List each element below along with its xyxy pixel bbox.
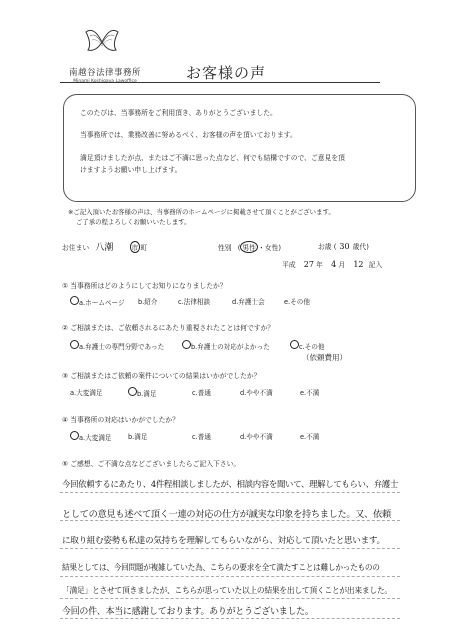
q3-option-neutral: c.普通 (192, 389, 211, 397)
intro-paragraph-3a: 満足頂けましたが点、またはご不満に思った点など、何でも結構ですので、ご意見を頂 (80, 154, 345, 162)
comment-rule (60, 492, 400, 493)
question-2: ② ご相談または、ご依頼されるにあたり重視されたことは何ですか？ (62, 324, 275, 332)
date-day: 12 (353, 260, 364, 269)
q2-selected-mark-c (290, 340, 299, 349)
q3-selected-mark (128, 387, 137, 396)
intro-paragraph-3b: けますようお願い申し上げます。 (80, 166, 182, 174)
comment-rule (60, 598, 400, 599)
question-1: ① 当事務所はどのようにしてお知りになりましたか？ (62, 282, 227, 290)
q2-selected-mark-a (70, 340, 79, 349)
q1-selected-mark (70, 296, 79, 305)
sex-label: 性別 (218, 244, 232, 252)
sex-field: 性別 ( 男性 ・女性) (218, 241, 281, 253)
q1-option-homepage: a.ホームページ (70, 296, 125, 307)
date-year: 27 (303, 260, 314, 269)
comment-rule (60, 520, 400, 521)
q1-option-consultation: c.法律相談 (178, 298, 211, 306)
age-value: 30 (339, 242, 350, 251)
date-field (282, 259, 382, 269)
comment-line-3: に取り組む姿勢も私達の気持ちを理解してもらいながら、対応して頂いたと思います。 (62, 536, 385, 546)
q3-option-dissatisfied: e.不満 (300, 389, 320, 397)
comment-rule (60, 576, 400, 577)
question-4: ④ 当事務所の対応はいかがでしたか？ (62, 416, 180, 424)
sex-male-option: 男性 (240, 241, 258, 253)
age-label: お歳 (318, 243, 332, 251)
address-unit-town: 町 (140, 244, 148, 252)
q1-option-referral: b.紹介 (138, 298, 158, 306)
comment-line-4: 結果としては、今回問題が複雑していた為、こちらの要求を全て満たすことは難しかったものの (62, 563, 380, 572)
date-month: 4 (331, 260, 337, 269)
comment-line-5: 「満足」とさせて頂きましたが、こちらが思っていた以上の結果を出して頂くことが出来ました。 (62, 586, 392, 595)
q3-option-satisfied: b.満足 (128, 387, 156, 398)
comment-line-2: としての意見も述べて頂く一連の対応の仕方が誠実な印象を持ちました。又、依頼 (62, 509, 391, 520)
address-unit-city: 市 (130, 241, 141, 253)
publication-notice (68, 207, 335, 227)
page-title: お客様の声 (186, 64, 267, 82)
q3-option-somewhat-dissatisfied: d.やや不満 (240, 389, 273, 397)
date-month-unit: 月 (338, 261, 346, 269)
firm-logo-icon (82, 22, 122, 60)
firm-roman-name: Minami Koshigaya Lawoffice (73, 79, 137, 84)
question-5: ⑤ ご感想、ご不満な点などございましたらご記入下さい。 (62, 460, 241, 468)
firm-name: 南越谷法律事務所 (68, 68, 141, 78)
address-field (62, 240, 147, 253)
intro-paragraph-1: このたびは、当事務所をご利用頂き、ありがとうございました。 (80, 109, 277, 117)
age-unit: 歳代 (352, 243, 367, 251)
question-3: ③ ご相談またはご依頼の案件についての結果はいかがでしたか？ (62, 372, 261, 380)
q4-option-dissatisfied: e.不満 (300, 433, 320, 441)
q4-option-neutral: c.普通 (192, 433, 211, 441)
comment-rule (60, 618, 400, 619)
age-field: お歳 ( 30 歳代) (318, 242, 369, 251)
intro-paragraph-2: 当事務所では、業務改善に努めるべく、お客様の声を頂いております。 (80, 131, 297, 139)
q1-option-other: e.その他 (284, 298, 310, 306)
q4-option-very-satisfied: a.大変満足 (70, 431, 112, 442)
date-suffix: 記入 (368, 261, 383, 269)
q2-option-other: c.その他 (290, 340, 325, 351)
intro-box (63, 94, 416, 202)
q4-option-somewhat-dissatisfied: d.やや不満 (240, 433, 273, 441)
q4-option-satisfied: b.満足 (128, 433, 148, 441)
comment-line-6: 今回の件、本当に感謝しております。ありがとうございました。 (62, 607, 314, 617)
notice-line-1: ※ご記入頂いたお客様の声は、当事務所のホームページに掲載させて頂くことがございます。 (68, 208, 335, 216)
q1-option-bar-association: d.弁護士会 (232, 298, 265, 306)
q2-option-specialty: a.弁護士の専門分野であった (70, 340, 164, 351)
date-year-unit: 年 (316, 261, 323, 269)
q3-option-very-satisfied: a.大変満足 (70, 389, 103, 397)
date-era: 平成 (282, 261, 296, 269)
sex-female-option: 女性 (264, 244, 279, 252)
address-label: お住まい (62, 244, 90, 252)
comment-rule (60, 548, 400, 549)
q2-selected-mark-b (182, 340, 191, 349)
comment-line-1: 今回依頼するにあたり、4件程相談しましたが、相談内容を聞いて、理解してもらい、弁護士 (62, 479, 398, 489)
address-value: 八潮 (95, 243, 114, 253)
q4-selected-mark (70, 431, 79, 440)
notice-line-2: ご了承の程よろしくお願いいたします。 (76, 218, 191, 226)
q2-option-response: b.弁護士の対応がよかった (182, 340, 270, 351)
q2-other-note: （依頼費用） (302, 353, 347, 362)
